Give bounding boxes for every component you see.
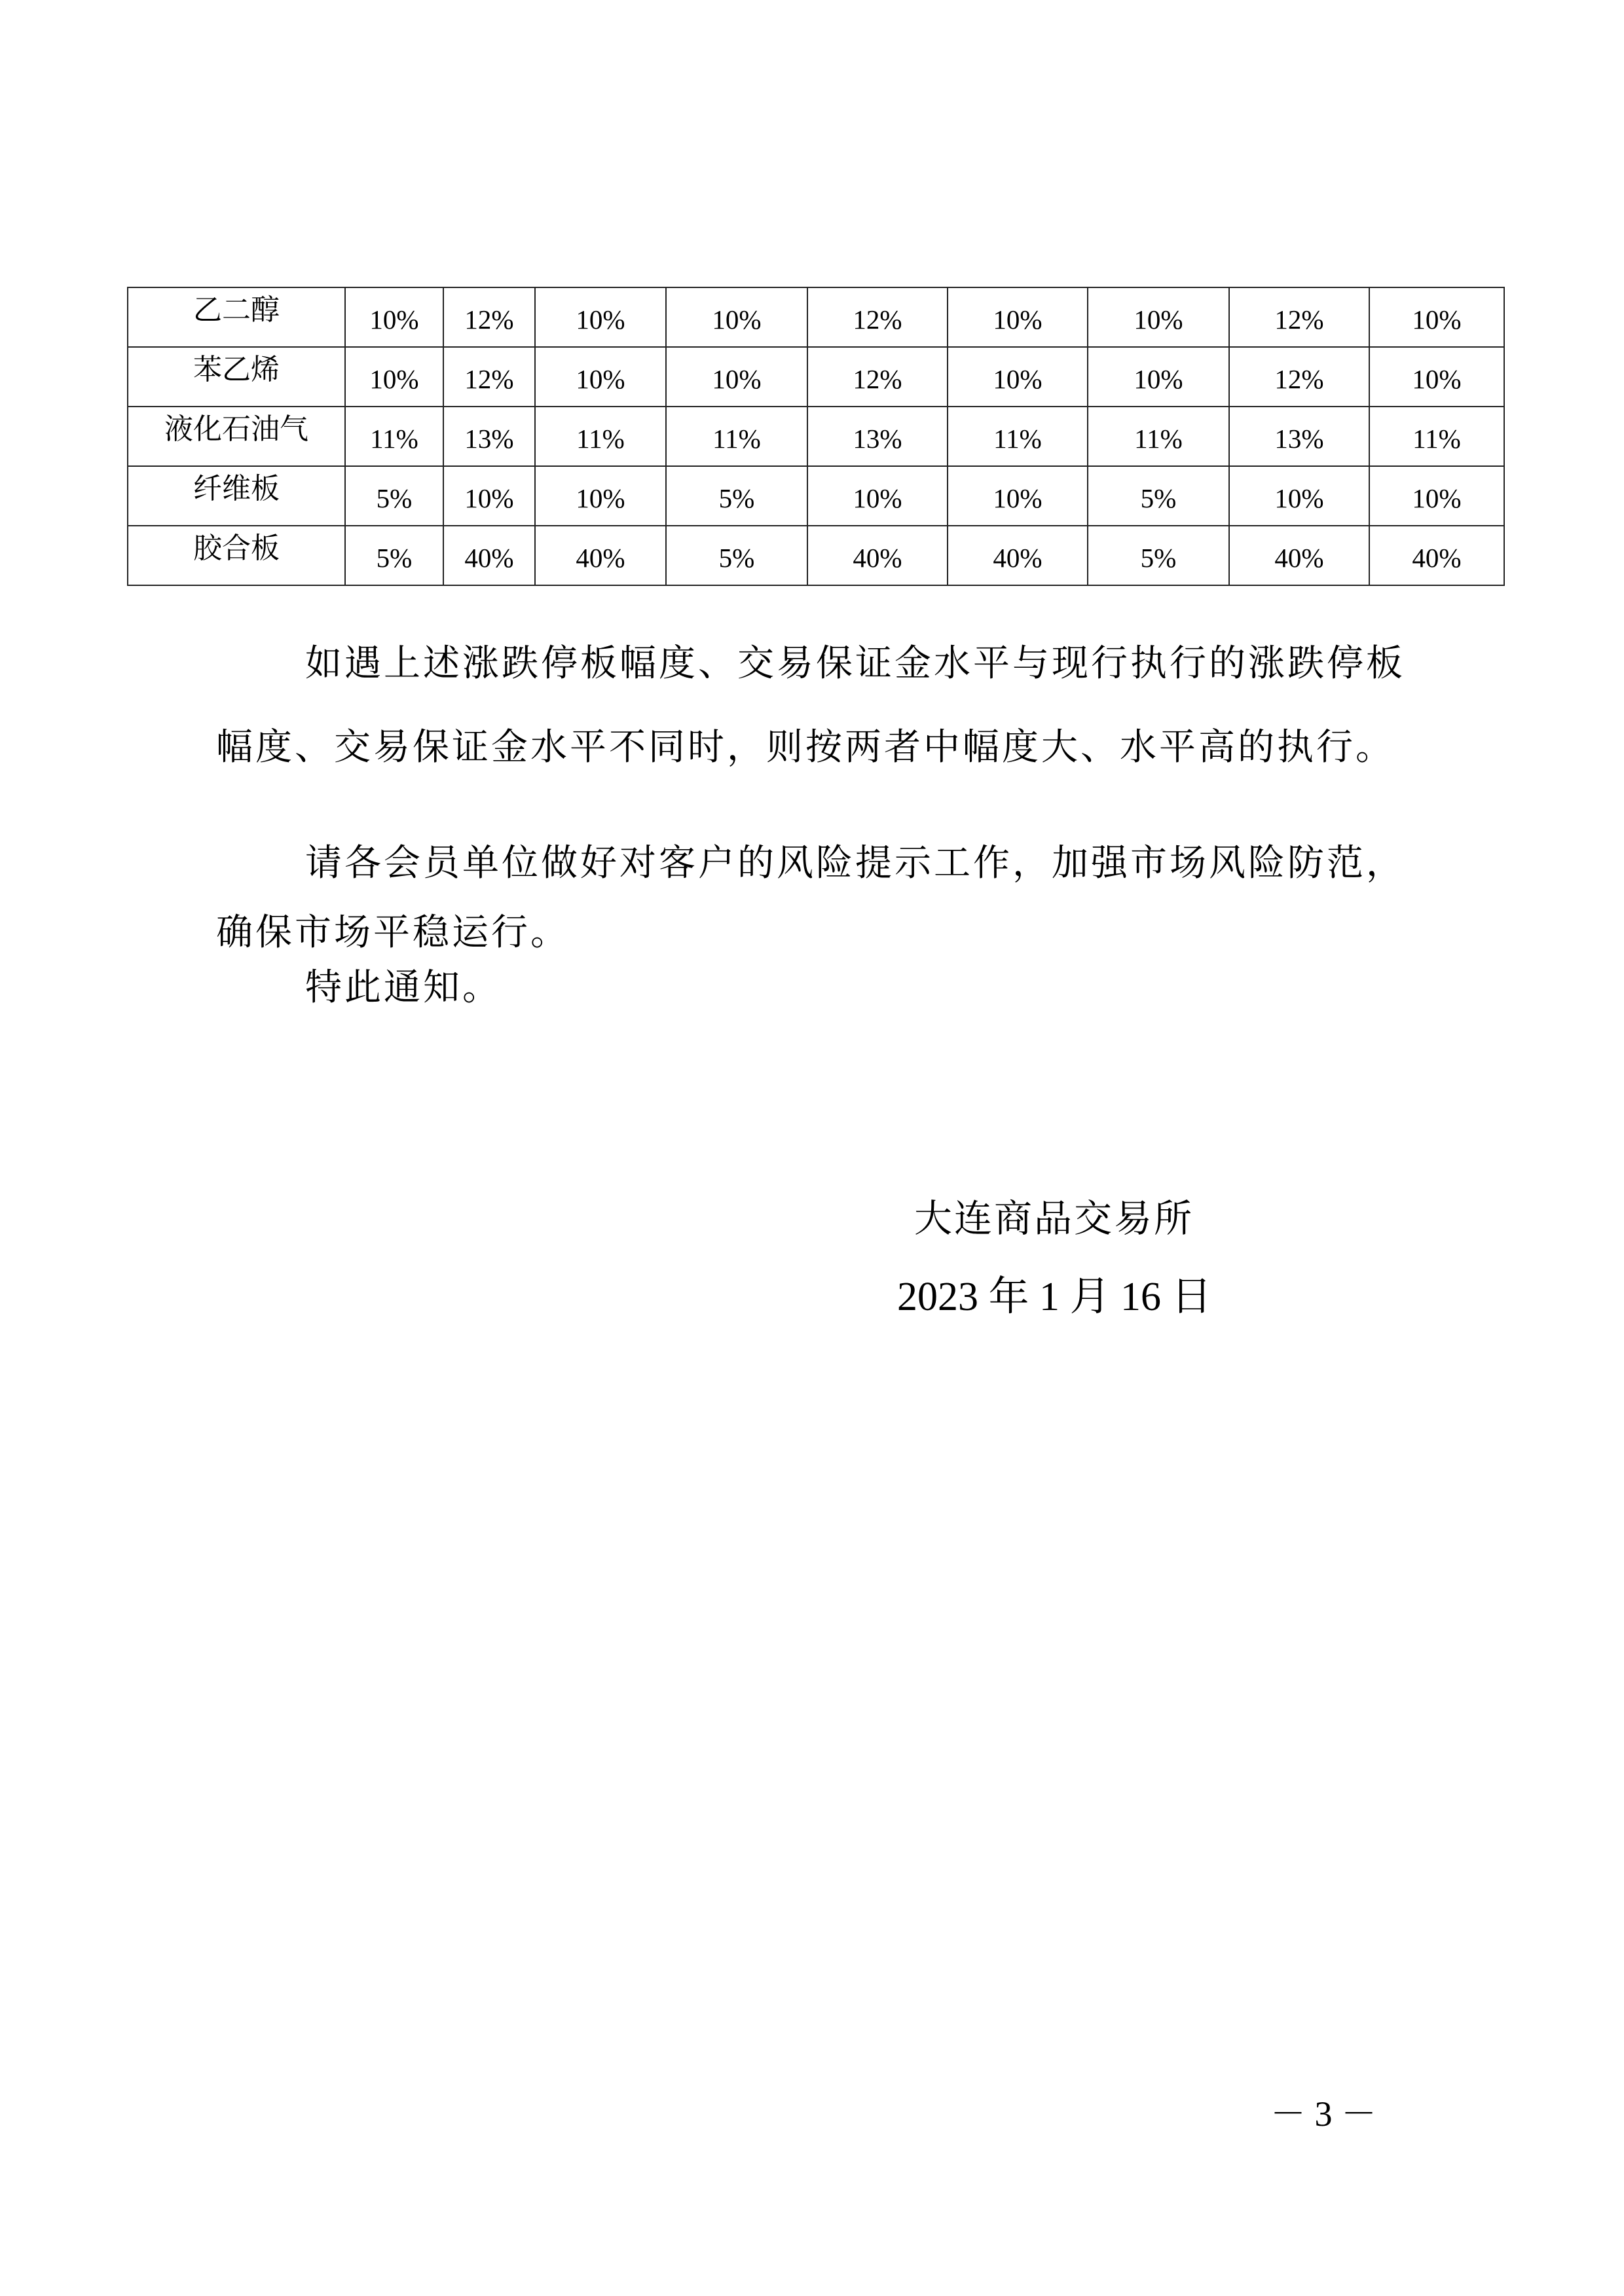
- rate-cell: 10%: [948, 287, 1088, 347]
- rate-cell: 12%: [443, 287, 535, 347]
- rate-cell: 11%: [948, 407, 1088, 466]
- paragraph-notice-rule: 如遇上述涨跌停板幅度、交易保证金水平与现行执行的涨跌停板幅度、交易保证金水平不同时，则按两者中幅度大、水平高的执行。: [216, 642, 1405, 769]
- rate-cell: 10%: [345, 287, 443, 347]
- rate-cell: 13%: [443, 407, 535, 466]
- rates-table: [127, 287, 1505, 586]
- rate-cell: 10%: [1229, 466, 1369, 526]
- rate-cell: 11%: [1088, 407, 1229, 466]
- rate-cell: 11%: [535, 407, 666, 466]
- rate-cell: 10%: [666, 287, 807, 347]
- rate-cell: 10%: [948, 466, 1088, 526]
- rate-cell: 10%: [535, 347, 666, 407]
- signature-organization: 大连商品交易所: [914, 1196, 1194, 1241]
- rate-cell: 10%: [807, 466, 948, 526]
- product-name-cell: 乙二醇: [128, 287, 345, 347]
- rate-cell: 12%: [807, 287, 948, 347]
- rate-cell: 5%: [666, 466, 807, 526]
- rate-cell: 12%: [1229, 287, 1369, 347]
- rate-cell: 5%: [345, 526, 443, 585]
- rate-cell: 5%: [666, 526, 807, 585]
- table-row: [128, 526, 1504, 585]
- product-name-cell: 液化石油气: [128, 407, 345, 466]
- rates-table-body: [128, 287, 1504, 585]
- rate-cell: 10%: [535, 287, 666, 347]
- rate-cell: 40%: [1229, 526, 1369, 585]
- rate-cell: 10%: [666, 347, 807, 407]
- signature-date: 2023 年 1 月 16 日: [897, 1275, 1212, 1319]
- rate-cell: 11%: [1369, 407, 1504, 466]
- table-row: [128, 407, 1504, 466]
- rate-cell: 12%: [1229, 347, 1369, 407]
- rate-cell: 12%: [807, 347, 948, 407]
- paragraph-closing: 特此通知。: [305, 966, 502, 1009]
- rate-cell: 12%: [443, 347, 535, 407]
- rate-cell: 11%: [666, 407, 807, 466]
- rate-cell: 10%: [1369, 347, 1504, 407]
- page-number: － 3 －: [1270, 2094, 1376, 2134]
- table-row: [128, 466, 1504, 526]
- rate-cell: 10%: [1369, 287, 1504, 347]
- rate-cell: 5%: [1088, 526, 1229, 585]
- rate-cell: 13%: [807, 407, 948, 466]
- rate-cell: 40%: [1369, 526, 1504, 585]
- rate-cell: 40%: [807, 526, 948, 585]
- rate-cell: 11%: [345, 407, 443, 466]
- rate-cell: 10%: [443, 466, 535, 526]
- product-name-cell: 胶合板: [128, 526, 345, 585]
- paragraph-risk-warning: 请各会员单位做好对客户的风险提示工作，加强市场风险防范，确保市场平稳运行。: [216, 842, 1405, 954]
- rate-cell: 10%: [535, 466, 666, 526]
- rate-cell: 40%: [443, 526, 535, 585]
- rate-cell: 10%: [1088, 347, 1229, 407]
- rate-cell: 10%: [1369, 466, 1504, 526]
- rate-cell: 5%: [345, 466, 443, 526]
- rate-cell: 40%: [948, 526, 1088, 585]
- rate-cell: 10%: [948, 347, 1088, 407]
- rate-cell: 40%: [535, 526, 666, 585]
- rate-cell: 13%: [1229, 407, 1369, 466]
- rate-cell: 5%: [1088, 466, 1229, 526]
- table-row: [128, 347, 1504, 407]
- rate-cell: 10%: [345, 347, 443, 407]
- product-name-cell: 纤维板: [128, 466, 345, 526]
- table-row: [128, 287, 1504, 347]
- product-name-cell: 苯乙烯: [128, 347, 345, 407]
- rate-cell: 10%: [1088, 287, 1229, 347]
